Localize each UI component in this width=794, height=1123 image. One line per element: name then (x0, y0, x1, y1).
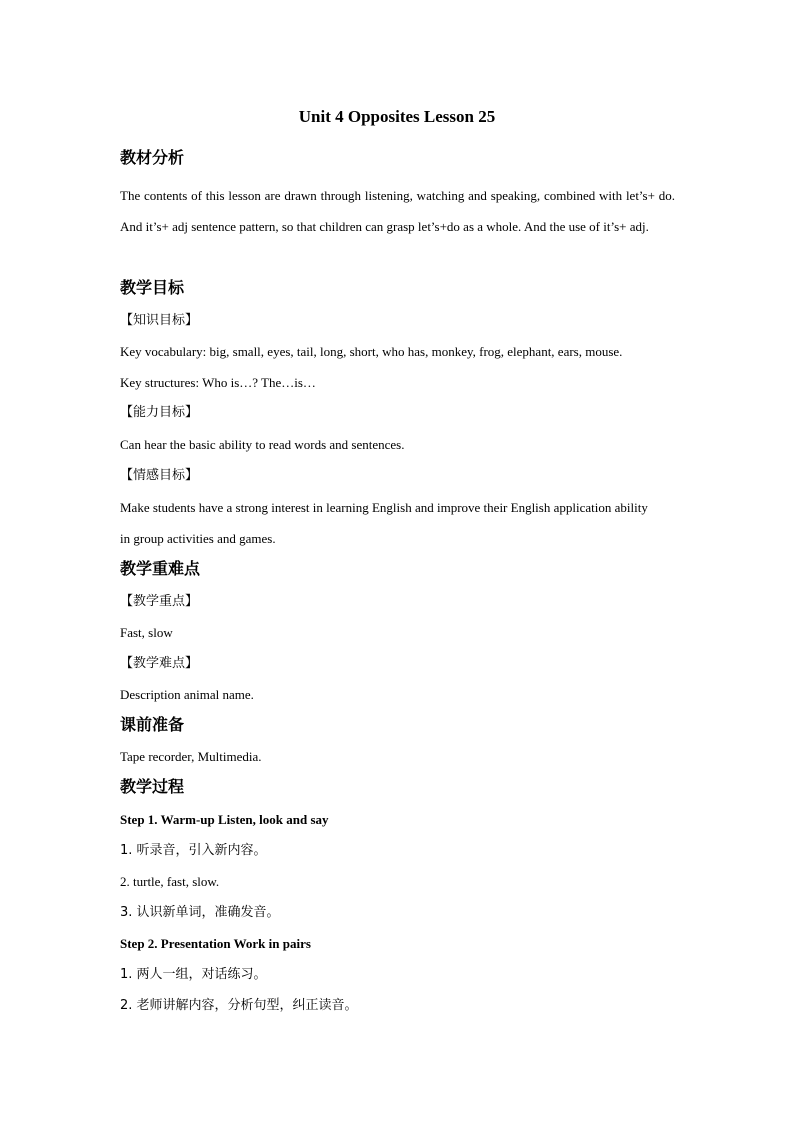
difficulty-text (120, 679, 675, 710)
list-item: 3. 认识新单词，准确发音。 (120, 905, 280, 920)
paragraph: Key vocabulary: big, small, eyes, tail, long, short, who has, monkey, frog, elephant, ears, mouse. (120, 344, 623, 359)
step1-item-2 (120, 872, 675, 892)
list-item: 1. 两人一组，对话练习。 (120, 967, 267, 982)
analysis-paragraph (120, 180, 675, 242)
section-heading: 教学目标 (120, 278, 185, 297)
list-item: 1. 听录音，引入新内容。 (120, 843, 267, 858)
paragraph: Make students have a strong interest in learning English and improve their English application ability in group activities and games. (120, 500, 648, 546)
ability-label (120, 403, 675, 423)
emotion-label (120, 466, 675, 486)
document-title: Unit 4 Opposites Lesson 25 (298, 107, 496, 126)
focus-text (120, 617, 675, 648)
step-title: Step 2. Presentation Work in pairs (120, 936, 311, 951)
emotion-text (120, 492, 660, 554)
list-item: 2. 老师讲解内容，分析句型，纠正读音。 (120, 998, 358, 1013)
paragraph: Fast, slow (120, 625, 173, 640)
prep-text (120, 741, 675, 772)
paragraph: Key structures: Who is…? The…is… (120, 375, 316, 390)
goals-heading (120, 278, 675, 298)
step1-item-3 (120, 903, 675, 923)
section-heading: 课前准备 (120, 715, 185, 734)
sub-label: 【能力目标】 (120, 405, 199, 420)
analysis-heading (120, 148, 675, 168)
process-heading (120, 777, 675, 797)
paragraph: Tape recorder, Multimedia. (120, 749, 262, 764)
keypoints-heading (120, 559, 675, 579)
paragraph: The contents of this lesson are drawn through listening, watching and speaking, combined with let’s+ do. And it’s+ adj sentence pattern, so that children can grasp let’s+do as a whole. And the use of it’s+ adj. (120, 188, 675, 234)
knowledge-text (120, 336, 675, 398)
section-heading: 教学重难点 (120, 559, 201, 578)
knowledge-label (120, 311, 675, 331)
section-heading: 教学过程 (120, 777, 185, 796)
focus-label (120, 592, 675, 612)
difficulty-label (120, 654, 675, 674)
step2-item-2 (120, 996, 675, 1016)
step2-title (120, 934, 675, 954)
paragraph: Description animal name. (120, 687, 254, 702)
list-item: 2. turtle, fast, slow. (120, 874, 220, 889)
sub-label: 【情感目标】 (120, 468, 199, 483)
section-heading: 教材分析 (120, 148, 185, 167)
step1-item-1 (120, 841, 675, 861)
step-title: Step 1. Warm-up Listen, look and say (120, 812, 329, 827)
sub-label: 【教学重点】 (120, 594, 199, 609)
ability-text (120, 429, 675, 460)
step1-title (120, 810, 675, 830)
sub-label: 【知识目标】 (120, 313, 199, 328)
paragraph: Can hear the basic ability to read words and sentences. (120, 437, 405, 452)
sub-label: 【教学难点】 (120, 656, 199, 671)
step2-item-1 (120, 965, 675, 985)
prep-heading (120, 715, 675, 735)
